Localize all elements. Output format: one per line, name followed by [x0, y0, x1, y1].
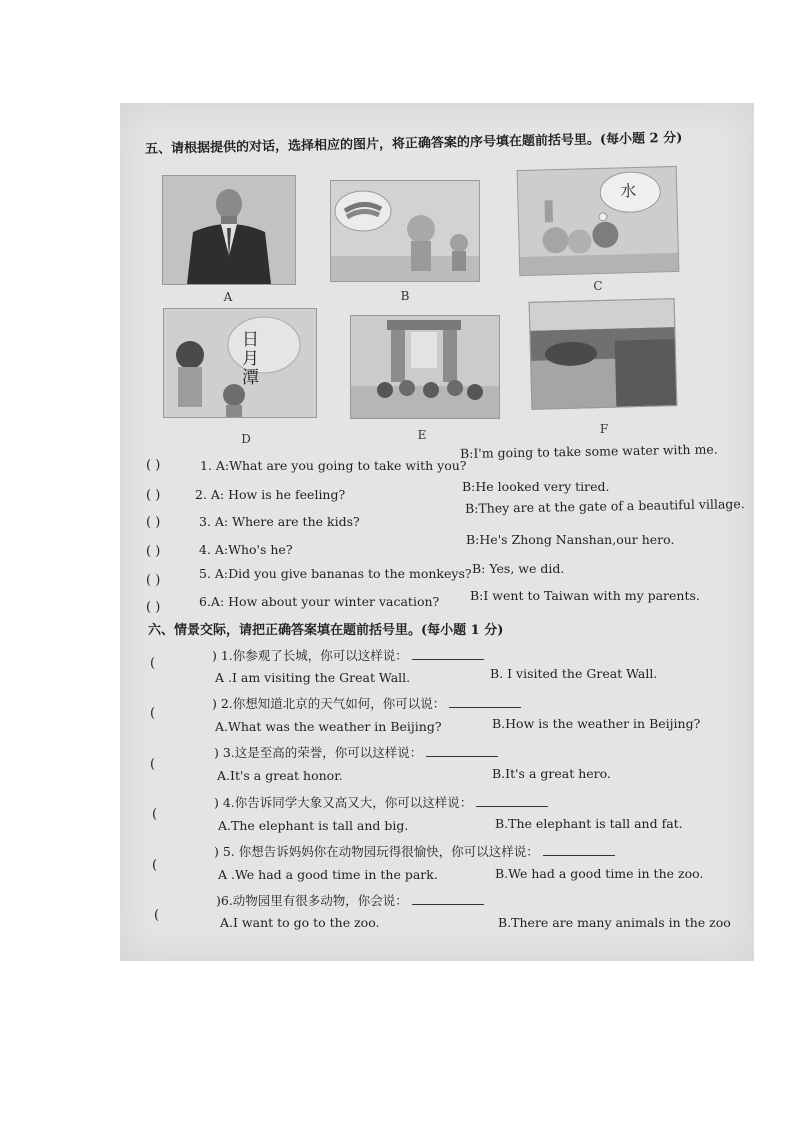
- situation-text: ) 1.你参观了长城，你可以这样说：: [212, 648, 408, 663]
- option-b-1: B. I visited the Great Wall.: [490, 666, 658, 681]
- option-a-3: A.It's a great honor.: [217, 768, 343, 783]
- situation-text: )6.动物园里有很多动物，你会说：: [216, 893, 408, 908]
- answer-paren[interactable]: (: [150, 757, 156, 772]
- answer-paren[interactable]: ( ): [146, 600, 161, 615]
- situation-text: ) 2.你想知道北京的天气如何，你可以说：: [212, 696, 446, 711]
- picture-b-label: B: [400, 289, 410, 303]
- picture-d: [163, 308, 317, 418]
- answer-blank[interactable]: [476, 796, 548, 807]
- option-b-5: B.We had a good time in the zoo.: [495, 866, 704, 881]
- situation-question-6: [216, 891, 484, 909]
- question-3: 3. A: Where are the kids?: [199, 514, 360, 529]
- question-4: 4. A:Who's he?: [199, 542, 293, 557]
- question-2: 2. A: How is he feeling?: [195, 487, 346, 502]
- situation-text: ) 3.这是至高的荣誉，你可以这样说：: [214, 745, 423, 760]
- picture-f: [529, 298, 678, 410]
- option-a-5: A .We had a good time in the park.: [218, 867, 438, 882]
- option-b-4: B.The elephant is tall and fat.: [495, 816, 683, 831]
- tired-person-photo: [530, 299, 677, 409]
- picture-c-label: C: [593, 279, 603, 293]
- kids-water-image: [518, 167, 679, 275]
- question-1: 1. A:What are you going to take with you?: [200, 458, 467, 473]
- situation-question-4: [214, 793, 548, 811]
- situation-question-3: [214, 743, 498, 761]
- section6-title: 六、情景交际，请把正确答案填在题前括号里。(每小题 1 分): [148, 623, 504, 638]
- kids-bananas-image: [331, 181, 479, 281]
- situation-text: ) 5. 你想告诉妈妈你在动物园玩得很愉快，你可以这样说：: [214, 844, 539, 859]
- picture-f-label: F: [599, 422, 609, 436]
- mother-child-image: [164, 309, 316, 417]
- village-gate-image: [351, 316, 499, 418]
- answer-blank[interactable]: [449, 697, 521, 708]
- option-b-6: B.There are many animals in the zoo: [498, 915, 731, 930]
- answer-blank[interactable]: [543, 845, 615, 856]
- answer-paren[interactable]: ( ): [146, 458, 161, 473]
- option-a-2: A.What was the weather in Beijing?: [215, 719, 442, 734]
- answer-paren[interactable]: (: [150, 656, 156, 671]
- situation-question-1: [212, 646, 484, 664]
- picture-c: [517, 166, 680, 276]
- situation-question-5: [214, 842, 615, 860]
- picture-a-label: A: [223, 290, 233, 304]
- answer-6: B:I went to Taiwan with my parents.: [470, 588, 700, 603]
- answer-paren[interactable]: ( ): [146, 573, 161, 588]
- answer-4: B:He's Zhong Nanshan,our hero.: [466, 532, 675, 547]
- option-b-2: B.How is the weather in Beijing?: [492, 716, 701, 731]
- answer-blank[interactable]: [412, 649, 484, 660]
- sun-moon-lake-sign: 日月潭: [242, 330, 259, 388]
- picture-e-label: E: [417, 428, 427, 442]
- option-a-1: A .I am visiting the Great Wall.: [215, 670, 411, 685]
- picture-a: [162, 175, 296, 285]
- option-a-6: A.I want to go to the zoo.: [220, 915, 380, 930]
- answer-paren[interactable]: (: [152, 858, 158, 873]
- section5-title: 五、请根据提供的对话，选择相应的图片，将正确答案的序号填在题前括号里。(每小题 2 分): [144, 130, 683, 157]
- question-6: 6.A: How about your winter vacation?: [199, 594, 440, 609]
- answer-paren[interactable]: ( ): [146, 515, 161, 530]
- situation-question-2: [212, 694, 521, 712]
- answer-paren[interactable]: ( ): [146, 544, 161, 559]
- answer-3: B:They are at the gate of a beautiful village.: [464, 496, 745, 516]
- picture-b: [330, 180, 480, 282]
- answer-paren[interactable]: (: [154, 908, 160, 923]
- water-thought-char: 水: [619, 180, 637, 201]
- answer-2: B:He looked very tired.: [462, 479, 610, 494]
- answer-paren[interactable]: (: [152, 807, 158, 822]
- answer-paren[interactable]: (: [150, 706, 156, 721]
- answer-blank[interactable]: [426, 746, 498, 757]
- answer-5: B: Yes, we did.: [472, 561, 565, 576]
- answer-blank[interactable]: [412, 894, 484, 905]
- option-a-4: A.The elephant is tall and big.: [218, 818, 409, 833]
- option-b-3: B.It's a great hero.: [492, 766, 611, 781]
- picture-e: [350, 315, 500, 419]
- picture-d-label: D: [241, 432, 251, 446]
- situation-text: ) 4.你告诉同学大象又高又大，你可以这样说：: [214, 795, 473, 810]
- man-portrait-image: [163, 176, 295, 284]
- question-5: 5. A:Did you give bananas to the monkeys?: [199, 566, 472, 581]
- answer-paren[interactable]: ( ): [146, 488, 161, 503]
- answer-1: B:I'm going to take some water with me.: [459, 441, 718, 461]
